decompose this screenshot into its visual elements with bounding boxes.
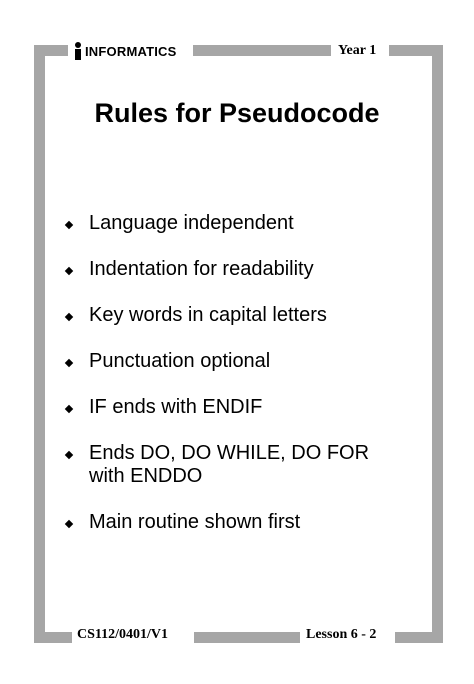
- informatics-i-logo-icon: [72, 42, 84, 60]
- diamond-bullet-icon: [65, 267, 73, 275]
- bullet-item: [64, 442, 424, 488]
- bullet-text: Indentation for readability: [89, 258, 314, 280]
- frame-bottom-middle: [194, 632, 300, 643]
- diamond-bullet-icon: [65, 405, 73, 413]
- frame-bottom-left: [34, 632, 72, 643]
- diamond-bullet-icon: [65, 359, 73, 367]
- frame-left: [34, 45, 45, 643]
- bullet-list: [64, 212, 424, 557]
- bullet-text: Punctuation optional: [89, 350, 271, 372]
- bullet-text: Key words in capital letters: [89, 304, 327, 326]
- lesson-number: Lesson 6 - 2: [306, 627, 377, 642]
- diamond-bullet-icon: [65, 221, 73, 229]
- bullet-text: Language independent: [89, 212, 294, 234]
- frame-bottom-right: [395, 632, 443, 643]
- bullet-item: [64, 396, 424, 419]
- frame-right: [432, 45, 443, 643]
- course-code: CS112/0401/V1: [77, 627, 169, 642]
- diamond-bullet-icon: [65, 313, 73, 321]
- informatics-logo: [72, 40, 177, 62]
- bullet-item: [64, 350, 424, 373]
- bullet-item: [64, 304, 424, 327]
- bullet-text: IF ends with ENDIF: [89, 396, 263, 418]
- diamond-bullet-icon: [65, 520, 73, 528]
- diamond-bullet-icon: [65, 451, 73, 459]
- bullet-item: [64, 212, 424, 235]
- logo-text: INFORMATICS: [85, 43, 177, 59]
- bullet-text: Main routine shown first: [89, 511, 301, 533]
- bullet-text: Ends DO, DO WHILE, DO FOR with ENDDO: [89, 442, 370, 487]
- year-label: Year 1: [338, 43, 377, 58]
- bullet-item: [64, 511, 424, 534]
- bullet-item: [64, 258, 424, 281]
- frame-top-middle: [193, 45, 331, 56]
- slide-title: Rules for Pseudocode: [94, 98, 380, 128]
